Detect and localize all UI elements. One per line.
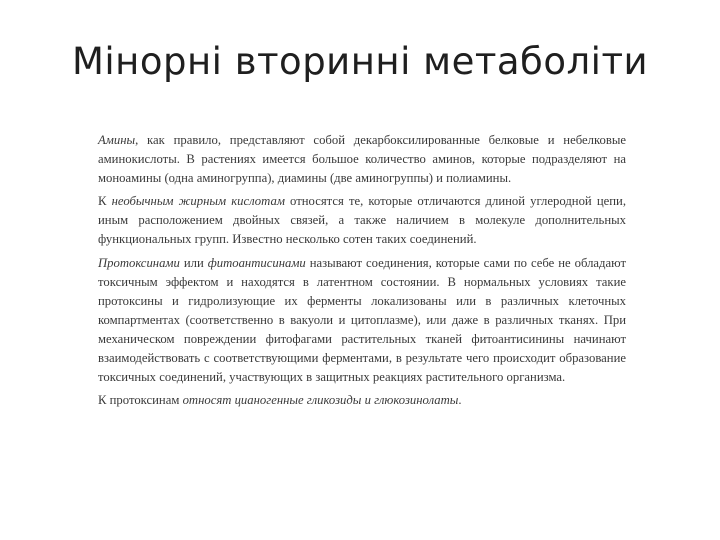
paragraph-fatty-acids-text: относятся те, которые отличаются длиной углеродной цепи, иным расположением двойных связей, а также наличием в молекуле дополнительных функциональных групп. Известно несколько сотен таких соединений.: [98, 194, 626, 247]
slide-title: Мінорні вторинні метаболіти: [71, 40, 649, 83]
paragraph-protoxins-or: или: [179, 255, 208, 270]
paragraph-fatty-acids-start: К: [98, 194, 112, 209]
paragraph-protoxin-examples: [98, 391, 626, 410]
paragraph-amines: [98, 131, 626, 188]
paragraph-protoxins: [98, 254, 626, 388]
term-fatty-acids: необычным жирным кислотам: [111, 194, 285, 209]
term-phytoanticins: фитоантисинами: [207, 255, 306, 270]
scanned-text-block: [98, 131, 626, 414]
term-amines: Амины: [98, 133, 136, 147]
paragraph-amines-text: , как правило, представляют собой декарбоксилированные белковые и небелковые аминокислоты. В растениях имеется большое количество аминов, которые подразделяют на моноамины (одна аминогруппа), диамины (две аминогруппы) и полиамины.: [98, 133, 626, 186]
term-glycosides: относят цианогенные гликозиды и глюкозинолаты: [182, 393, 459, 408]
term-protoxins: Протоксинами: [98, 255, 180, 270]
paragraph-examples-end: .: [458, 393, 462, 408]
paragraph-examples-start: К протоксинам: [98, 393, 183, 408]
paragraph-fatty-acids: [98, 192, 626, 249]
paragraph-protoxins-text: называют соединения, которые сами по себе не обладают токсичным эффектом и находятся в латентном состоянии. В нормальных условиях такие протоксины и гидролизующие их ферменты локализованы или в различных клеточных компартментах (соответственно в вакуоли и цитоплазме), или даже в различных тканях. При механическом повреждении фитофагами растительных тканей фитоантисинины начинают взаимодействовать с соответствующими ферментами, в результате чего происходит образование токсичных соединений, участвующих в защитных реакциях растительного организма.: [98, 255, 627, 385]
